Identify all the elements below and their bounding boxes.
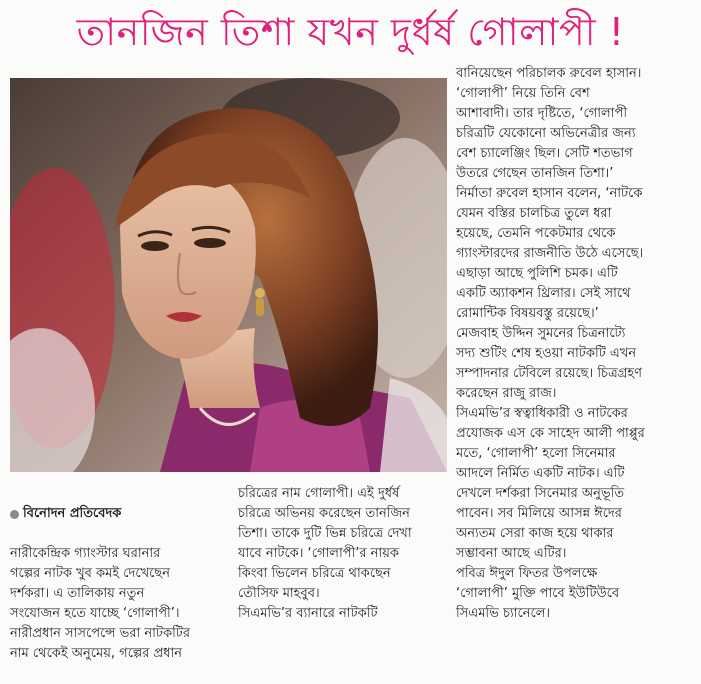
- article-column-right: বানিয়েছেন পরিচালক রুবেল হাসান। ‘গোলাপী’ নিয়ে তিনি বেশ আশাবাদী। তার দৃষ্টিতে, ‘গোলাপী চরিত্রটি যেকোনো অভিনেত্রীর জন্য বেশ চ্যালেঞ্জিং ছিল। সেটি শতভাগ উতরে গেছেন তানজিন তিশা।’ নির্মাতা রুবেল হাসান বলেন, ‘নাটকে যেমন বস্তির চালচিত্র তুলে ধরা হয়েছে, তেমনি পকেটমার থেকে গ্যাংস্টারদের রাজনীতি উঠে এসেছে। এছাড়া আছে পুলিশি চমক। এটি একটি অ্যাকশন থ্রিলার। সেই সাথে রোমান্টিক বিষয়বস্তু রয়েছে।’ মেজবাহ উদ্দিন সুমনের চিত্রনাট্যে সদ্য শুটিং শেষ হওয়া নাটকটি এখন সম্পাদনার টেবিলে রয়েছে। চিত্রগ্রহণ করেছেন রাজু রাজ। সিএমভি’র স্বত্বাধিকারী ও নাটকের প্রযোজক এস কে সাহেদ আলী পাপ্পুর মতে, ‘গোলাপী’ হলো সিনেমার আদলে নির্মিত একটি নাটক। এটি দেখলে দর্শকরা সিনেমার অনুভূতি পাবেন। সব মিলিয়ে আসন্ন ঈদের অন্যতম সেরা কাজ হয়ে থাকার সম্ভাবনা আছে এটির। পবিত্র ঈদুল ফিতর উপলক্ষে ‘গোলাপী’ মুক্তি পাবে ইউটিউবে সিএমভি চ্যানেলে।: [456, 66, 645, 621]
- article-column-middle: চরিত্রের নাম গোলাপী। এই দুর্ধর্ষ চরিত্রে অভিনয় করেছেন তানজিন তিশা। তাকে দুটি ভিন্ন চরিত্রে দেখা যাবে নাটকে। ‘গোলাপী’র নায়ক কিংবা ভিলেন চরিত্রে থাকছেন তৌসিফ মাহবুব। সিএমভি’র ব্যানারে নাটকটি: [238, 486, 412, 621]
- portrait-photo-icon: [10, 78, 447, 472]
- byline: [10, 504, 232, 524]
- bullet-icon: [10, 510, 19, 519]
- byline-text: বিনোদন প্রতিবেদক: [23, 506, 122, 521]
- headline: তানজিন তিশা যখন দুর্ধর্ষ গোলাপী !: [76, 10, 625, 54]
- article-photo: [10, 78, 447, 472]
- left-column-text: নারীকেন্দ্রিক গ্যাংস্টার ঘরানার গল্পের নাটক খুব কমই দেখেছেন দর্শকরা। এ তালিকায় নতুন সংযোজন হতে যাচ্ছে ‘গোলাপী’। নারীপ্রধান সাসপেন্সে ভরা নাটকটির নাম থেকেই অনুমেয়, গল্পের প্রধান: [10, 546, 191, 661]
- article-column-left: [10, 484, 232, 684]
